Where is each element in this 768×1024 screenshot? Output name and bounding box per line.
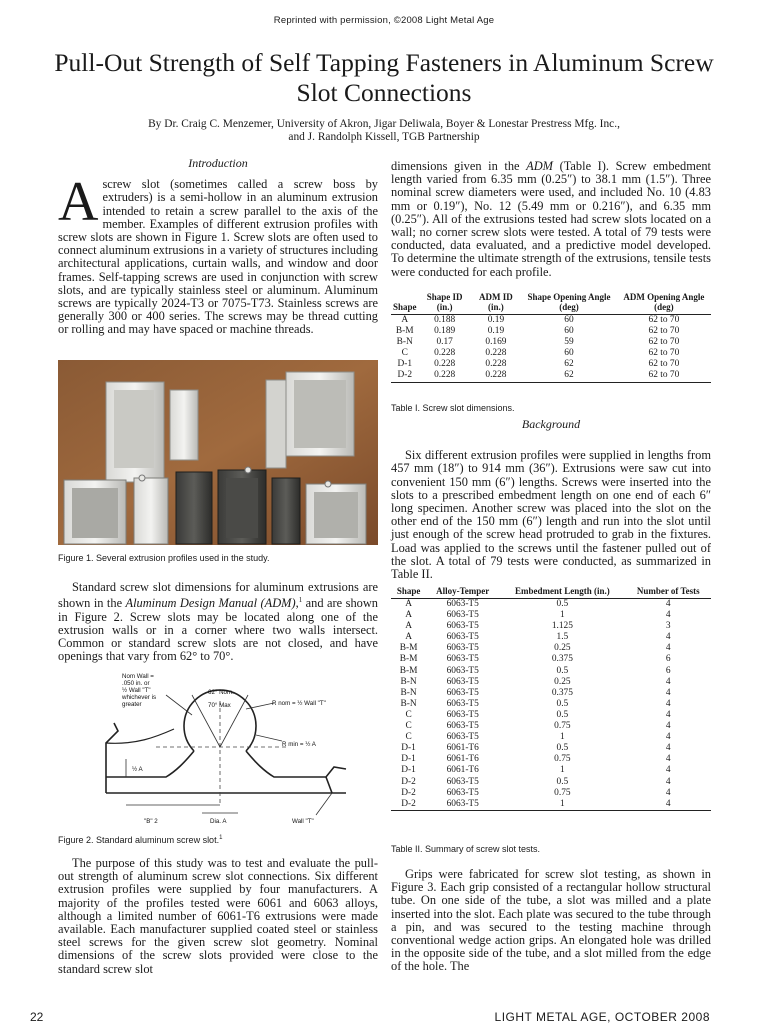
table-cell: B-N [400, 698, 417, 709]
purpose-paragraph: The purpose of this study was to test and evaluate the pull-out strength of aluminum screw slot connections. Six different extrusion profiles were supplied by four manufacturers. A majority of the profiles tested were 6061 and 6063 alloys, although a limited number of 6061-T6 extrusions were made available. Each manufacturer supplied coated steel or stainless steel screws for the given screw slot geometry. Nominal dimensions of the screw slots provided were close to the standard screw slot [58, 856, 378, 976]
table-cell: 0.228 [471, 370, 521, 382]
table-cell: C [401, 348, 408, 359]
table-cell: 6061-T6 [446, 765, 479, 776]
figure-2-caption [58, 833, 378, 846]
table-row [391, 654, 711, 665]
label-nom-wall-2: .050 in. or [122, 680, 150, 687]
table-cell: 62 to 70 [648, 348, 680, 359]
table-2-header-cell: Alloy-Temper [426, 586, 499, 599]
table-row [391, 743, 711, 754]
table-cell: 62 to 70 [648, 337, 680, 348]
right-column-dimensions [391, 160, 711, 279]
label-angle-nom: 62° Nom. [208, 689, 234, 696]
table-row [391, 732, 711, 743]
dimensions-paragraph [391, 160, 711, 279]
table-cell: 0.75 [554, 754, 571, 765]
table-cell: C [405, 732, 412, 743]
table-cell: 0.5 [556, 709, 569, 720]
manual-name: Aluminum Design Manual (ADM) [125, 596, 296, 611]
table-row [391, 599, 711, 611]
table-cell: 6061-T6 [446, 754, 479, 765]
table-cell: 4 [665, 743, 671, 754]
table-cell: 60 [564, 348, 574, 359]
table-cell: A [401, 315, 409, 325]
table-row [391, 621, 711, 632]
table-cell: 0.5 [556, 698, 569, 709]
table-cell: 6063-T5 [446, 687, 479, 698]
table-cell: 0.375 [551, 687, 573, 698]
reprint-notice: Reprinted with permission, ©2008 Light Metal Age [273, 15, 495, 26]
table-row [391, 632, 711, 643]
table-row [391, 666, 711, 677]
table-cell: 0.5 [556, 743, 569, 754]
left-column-intro [58, 157, 378, 337]
label-wall-t: Wall "T" [292, 818, 314, 825]
page-number: 22 [30, 1010, 44, 1024]
author-byline [60, 118, 708, 144]
table-cell: 0.188 [434, 315, 456, 325]
table-cell: 4 [665, 599, 671, 609]
figure-1-photo [58, 360, 378, 545]
reference-1: 1 [298, 596, 303, 605]
intro-paragraph [58, 171, 378, 337]
table-cell: 4 [626, 799, 711, 811]
table-1-header-cell: Shape ID (in.) [419, 292, 471, 315]
table-cell: 0.25 [554, 643, 571, 654]
table-cell: 59 [564, 337, 574, 348]
para2-text-a: Standard screw slot dimensions for aluminum extrusions are shown in the [58, 580, 378, 611]
table-2-header-row [391, 586, 711, 599]
table-cell: 0.228 [434, 359, 456, 370]
author-line-2: and J. Randolph Kissell, TGB Partnership [288, 131, 480, 143]
right-column-grips [391, 868, 711, 974]
table-cell: B-M [399, 665, 418, 676]
table-cell: 1 [560, 765, 565, 776]
table-cell: 1 [499, 799, 625, 811]
table-row [391, 777, 711, 788]
table-cell: 0.189 [434, 326, 456, 337]
standard-slots-paragraph: Standard screw slot dimensions for aluminum extrusions are shown in the Aluminum Design Manual (ADM),$^1$ and are shown in Figure 2. Screw slots may be located along one of the extrusion walls or in a corner where two walls intersect. Common or standard screw slots are not closed, and have openings that vary from 62° to 70°. [58, 580, 378, 664]
table-cell: A [405, 632, 412, 643]
left-column-standard-slots [58, 581, 378, 663]
table-cell: D-1 [401, 754, 416, 765]
table-row [391, 710, 711, 721]
background-heading: Background [521, 417, 581, 431]
table-cell: A [405, 610, 412, 621]
label-nom-wall-3: ½ Wall "T" [122, 687, 151, 694]
table-cell: 4 [665, 632, 671, 643]
grips-paragraph: Grips were fabricated for screw slot testing, as shown in Figure 3. Each grip consisted of a rectangular hollow structural tube. On one side of the tube, a slot was milled and a plate inserted into the slot. Each plate was secured to the tube through a pin, and was secured to the testing machine through conventional wedge action grips. An elongated hole was drilled in the opposite side of the tube, and a slot milled from the edge of the hole. The [391, 867, 711, 974]
table-cell: 6061-T6 [446, 743, 479, 754]
table-cell: A [405, 599, 412, 609]
table-cell: D-1 [401, 765, 416, 776]
dimensions-text-b: (Table I). Screw embedment length varied from 6.35 mm (0.25″) to 38.1 mm (1.5″). Three nominal screw diameters were used, and included No. 10 (4.83 mm or 0.19″), No. 12 (5.49 mm or 0.216″), and 6.35 mm (0.25″). All of the extrusions tested had screw slots located on a wall; no corner screw slots were tested. A total of 79 tests were conducted, data evaluated, and a predictive model developed. To determine the ultimate strength of the extrusions, tensile tests were conducted for each profile. [391, 159, 711, 279]
figure-2-diagram [96, 673, 366, 828]
right-column-background [391, 418, 711, 581]
label-nom-wall-4: whichever is [122, 694, 157, 701]
table-cell: 62 to 70 [648, 326, 680, 337]
para2-text-b: and are shown in Figure 2. Screw slots may be located along one of the extrusion walls or in a corner where two walls intersect. Common or standard screw slots are not closed, and have openings that vary from 62° to 70°. [58, 596, 378, 664]
table-row [391, 721, 711, 732]
table-2-header-cell: Embedment Length (in.) [499, 586, 625, 599]
label-half-a: ½ A [132, 766, 143, 773]
table-cell: 0.75 [554, 721, 571, 732]
table-cell: 60 [564, 326, 574, 337]
table-row [391, 788, 711, 799]
table-cell: 4 [665, 776, 671, 787]
table-cell: 0.25 [554, 676, 571, 687]
table-cell: D-2 [401, 776, 416, 787]
table-row [391, 688, 711, 699]
table-cell: B-M [399, 654, 418, 665]
table-2-caption: Table II. Summary of screw slot tests. [391, 844, 541, 854]
table-cell: 6063-T5 [446, 621, 479, 632]
label-dia-a: Dia. A [210, 818, 227, 825]
table-cell: 0.19 [487, 326, 505, 337]
table-cell: 6063-T5 [446, 787, 479, 798]
table-cell: 1.5 [556, 632, 569, 643]
table-cell: 6063-T5 [446, 665, 479, 676]
table-cell: D-1 [401, 743, 416, 754]
table-cell: 6063-T5 [446, 698, 479, 709]
table-row [391, 337, 711, 348]
table-1-header-cell: Shape [391, 292, 419, 315]
table-cell: 4 [665, 787, 671, 798]
table-cell: 6063-T5 [446, 610, 479, 621]
journal-footer: LIGHT METAL AGE, OCTOBER 2008 [494, 1010, 710, 1024]
label-angle-max: 70° Max [208, 702, 231, 709]
table-cell: 0.228 [485, 359, 507, 370]
background-paragraph: Six different extrusion profiles were supplied in lengths from 457 mm (18″) to 914 mm (36″). Extrusions were saw cut into convenient 150 mm (6″) lengths. Screws were inserted into the slots to a prescribed embedment length on one end of each 6″ long specimen. Another screw was placed into the slot on the other end of the 150 mm (6″) length and run into the slot until just enough of the screw head protruded to grab in the fixtures. Load was applied to the screws until the fastener pulled out of the slot. A total of 79 tests were conducted, as summarized in Table II. [391, 448, 711, 582]
table-cell: D-1 [397, 359, 413, 370]
label-nom-wall: Nom Wall = [122, 673, 154, 680]
table-cell: 4 [665, 610, 671, 621]
table-cell: 0.17 [436, 337, 453, 348]
table-cell: 6063-T5 [446, 599, 479, 609]
table-cell: 62 [521, 370, 617, 382]
drop-cap: A [58, 171, 99, 234]
table-row [391, 643, 711, 654]
table-cell: 60 [564, 315, 574, 325]
table-row [391, 359, 711, 370]
table-row [391, 677, 711, 688]
table-cell: 1.125 [551, 621, 573, 632]
table-cell: 6063-T5 [446, 776, 479, 787]
label-b2: "B" 2 [144, 818, 158, 825]
table-2-header-cell: Number of Tests [626, 586, 711, 599]
table-2-header-cell: Shape [391, 586, 426, 599]
table-cell: 4 [665, 721, 671, 732]
table-1-header-cell: ADM ID (in.) [471, 292, 521, 315]
table-cell: 0.228 [419, 370, 471, 382]
table-row [391, 799, 711, 811]
table-cell: 62 [564, 359, 574, 370]
table-cell: A [405, 621, 412, 632]
table-cell: 6063-T5 [446, 632, 479, 643]
intro-text: screw slot (sometimes called a screw boss by extruders) is a semi-hollow in an aluminum extrusion intended to retain a screw parallel to the axis of the member. Examples of different extrusion profiles with screw slots are shown in Figure 1. Screw slots are often used to connect aluminum extrusions in a variety of structures including architectural applications, curtain walls, and window and door frames. Self-tapping screws are used in conjunction with screw slots, and are typically stainless steel or aluminum. Aluminum screws are typically 2024-T3 or 7075-T73. Stainless screws are generally 300 or 400 series. The screws may be thread cutting or rolling and may have spaced or machine threads. [58, 177, 378, 337]
table-cell: 6063-T5 [446, 721, 479, 732]
table-cell: 0.5 [556, 665, 569, 676]
table-cell: 62 to 70 [648, 359, 680, 370]
table-cell: 6063-T5 [446, 709, 479, 720]
table-cell: 4 [665, 687, 671, 698]
table-1-header-cell: ADM Opening Angle (deg) [617, 292, 711, 315]
table-cell: C [405, 709, 412, 720]
table-row [391, 326, 711, 337]
table-cell: 4 [665, 709, 671, 720]
table-cell: D-2 [391, 370, 419, 382]
table-cell: B-M [399, 643, 418, 654]
table-cell: 4 [665, 698, 671, 709]
table-cell: B-M [395, 326, 414, 337]
table-2-summary-of-tests [391, 586, 711, 811]
table-row [391, 348, 711, 359]
table-cell: 6063-T5 [446, 732, 479, 743]
table-cell: C [405, 721, 412, 732]
table-cell: 0.19 [487, 315, 505, 325]
figure-2-caption-text: Figure 2. Standard aluminum screw slot. [58, 835, 220, 845]
table-cell: B-N [396, 337, 413, 348]
table-row [391, 315, 711, 327]
adm-name: ADM [526, 159, 553, 173]
table-cell: B-N [400, 687, 417, 698]
table-cell: 0.169 [485, 337, 507, 348]
figure-2-ref: 1 [219, 835, 223, 841]
table-1-header-cell: Shape Opening Angle (deg) [521, 292, 617, 315]
label-r-nom: R nom = ½ Wall "T" [272, 700, 326, 707]
table-row [391, 699, 711, 710]
table-cell: D-2 [391, 799, 426, 811]
table-cell: 0.5 [556, 776, 569, 787]
table-cell: 62 to 70 [617, 370, 711, 382]
table-cell: 6 [665, 654, 671, 665]
table-cell: B-N [400, 676, 417, 687]
table-cell: 4 [665, 643, 671, 654]
figure-1-caption: Figure 1. Several extrusion profiles used in the study. [58, 553, 270, 563]
table-cell: 4 [665, 732, 671, 743]
table-cell: 4 [665, 676, 671, 687]
table-cell: 3 [665, 621, 671, 632]
table-cell: 0.5 [556, 599, 569, 609]
table-row [391, 610, 711, 621]
table-cell: 6063-T5 [426, 799, 499, 811]
table-cell: 6 [665, 665, 671, 676]
table-cell: 1 [560, 610, 565, 621]
left-column-purpose [58, 857, 378, 976]
table-1-caption: Table I. Screw slot dimensions. [391, 403, 515, 413]
table-cell: 62 to 70 [648, 315, 680, 325]
table-row [391, 765, 711, 776]
author-line-1: By Dr. Craig C. Menzemer, University of Akron, Jigar Deliwala, Boyer & Lonestar Prestress Mfg. Inc., [148, 118, 620, 130]
intro-heading: Introduction [188, 156, 248, 170]
label-nom-wall-5: greater [122, 701, 142, 708]
table-1-screw-slot-dimensions [391, 292, 711, 383]
table-1-header-row [391, 292, 711, 315]
article-title: Pull-Out Strength of Self Tapping Fasteners in Aluminum Screw Slot Connections [54, 48, 714, 107]
table-cell: 0.375 [551, 654, 573, 665]
table-row [391, 754, 711, 765]
dimensions-text-a: dimensions given in the [391, 159, 527, 173]
table-cell: 0.228 [485, 348, 507, 359]
table-row [391, 370, 711, 382]
table-cell: 4 [665, 765, 671, 776]
table-cell: 6063-T5 [446, 643, 479, 654]
table-cell: 6063-T5 [446, 676, 479, 687]
table-cell: 0.228 [434, 348, 456, 359]
table-cell: 0.75 [554, 787, 571, 798]
label-r-min: R min = ½ A [282, 741, 316, 748]
table-cell: D-2 [401, 787, 416, 798]
table-cell: 4 [665, 754, 671, 765]
table-cell: 1 [560, 732, 565, 743]
table-cell: 6063-T5 [446, 654, 479, 665]
